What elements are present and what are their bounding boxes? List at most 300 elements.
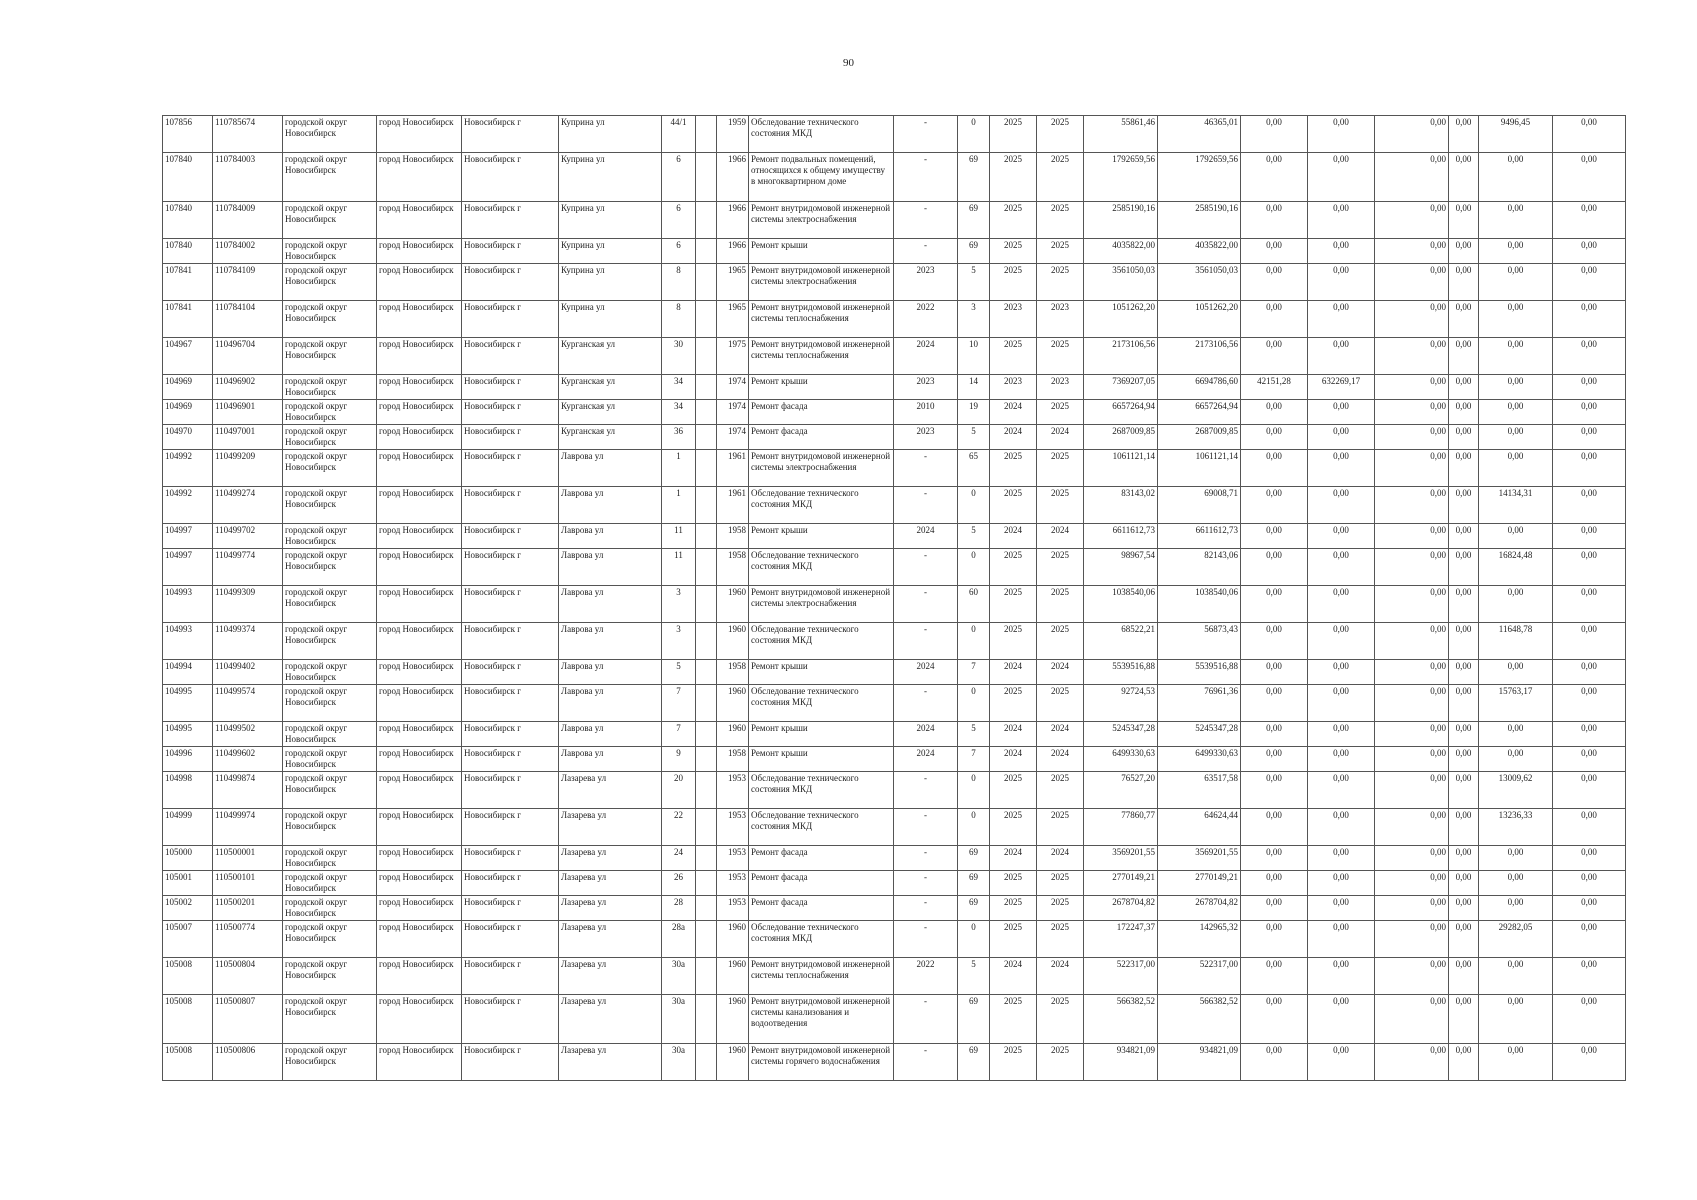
table-row xyxy=(163,747,1626,772)
cell-city: Новосибирск г xyxy=(462,623,559,660)
cell-total-cost: 5539516,88 xyxy=(1084,660,1158,685)
cell-year-built: 1960 xyxy=(717,586,749,623)
cell-owner-funds: 0,00 xyxy=(1479,524,1553,549)
cell-municipality: городской округ Новосибирск xyxy=(283,772,377,809)
cell-street: Куприна ул xyxy=(559,264,662,301)
cell-settlement: город Новосибирск xyxy=(377,921,462,958)
cell-federal-funds: 0,00 xyxy=(1241,524,1308,549)
cell-settlement: город Новосибирск xyxy=(377,586,462,623)
cell-local-funds: 0,00 xyxy=(1375,995,1449,1044)
cell-fund-cost: 1792659,56 xyxy=(1158,153,1241,202)
cell-plan-end-year: 2024 xyxy=(1037,425,1084,450)
cell-extra-funds: 0,00 xyxy=(1553,549,1626,586)
cell-plan-start-year: 2025 xyxy=(990,921,1037,958)
cell-municipality: городской округ Новосибирск xyxy=(283,239,377,264)
cell-building xyxy=(696,375,717,400)
cell-work-type: Ремонт внутридомовой инженерной системы электроснабжения xyxy=(749,202,894,239)
cell-federal-funds: 0,00 xyxy=(1241,722,1308,747)
cell-year-built: 1958 xyxy=(717,747,749,772)
cell-last-repair-year: - xyxy=(894,809,958,846)
cell-year-built: 1953 xyxy=(717,896,749,921)
cell-total-cost: 172247,37 xyxy=(1084,921,1158,958)
cell-settlement: город Новосибирск xyxy=(377,487,462,524)
cell-city: Новосибирск г xyxy=(462,921,559,958)
cell-work-id: 110500774 xyxy=(213,921,283,958)
cell-plan-end-year: 2025 xyxy=(1037,202,1084,239)
cell-federal-funds: 0,00 xyxy=(1241,264,1308,301)
cell-municipality: городской округ Новосибирск xyxy=(283,747,377,772)
page-number: 90 xyxy=(843,57,854,69)
cell-extra-funds: 0,00 xyxy=(1553,660,1626,685)
cell-plan-end-year: 2025 xyxy=(1037,772,1084,809)
cell-house-number: 5 xyxy=(662,660,696,685)
cell-fund-cost: 69008,71 xyxy=(1158,487,1241,524)
cell-house-id: 105008 xyxy=(163,995,213,1044)
cell-settlement: город Новосибирск xyxy=(377,1044,462,1081)
cell-total-cost: 3561050,03 xyxy=(1084,264,1158,301)
cell-work-type: Ремонт крыши xyxy=(749,524,894,549)
cell-owner-funds: 0,00 xyxy=(1479,450,1553,487)
table-row xyxy=(163,1044,1626,1081)
cell-fund-cost: 5539516,88 xyxy=(1158,660,1241,685)
cell-city: Новосибирск г xyxy=(462,153,559,202)
cell-settlement: город Новосибирск xyxy=(377,871,462,896)
cell-city: Новосибирск г xyxy=(462,871,559,896)
cell-house-number: 30а xyxy=(662,1044,696,1081)
cell-settlement: город Новосибирск xyxy=(377,375,462,400)
cell-local-funds: 0,00 xyxy=(1375,202,1449,239)
cell-work-id: 110499402 xyxy=(213,660,283,685)
cell-settlement: город Новосибирск xyxy=(377,685,462,722)
cell-fund-cost: 4035822,00 xyxy=(1158,239,1241,264)
cell-total-cost: 2770149,21 xyxy=(1084,871,1158,896)
cell-house-id: 104997 xyxy=(163,524,213,549)
cell-building xyxy=(696,995,717,1044)
cell-work-type: Обследование технического состояния МКД xyxy=(749,487,894,524)
cell-building xyxy=(696,301,717,338)
cell-house-id: 104993 xyxy=(163,623,213,660)
cell-federal-funds: 0,00 xyxy=(1241,450,1308,487)
cell-owner-funds: 9496,45 xyxy=(1479,116,1553,153)
cell-street: Лазарева ул xyxy=(559,772,662,809)
cell-wear-percent: 0 xyxy=(958,809,990,846)
cell-wear-percent: 14 xyxy=(958,375,990,400)
table-row xyxy=(163,301,1626,338)
cell-last-repair-year: 2010 xyxy=(894,400,958,425)
cell-plan-start-year: 2025 xyxy=(990,264,1037,301)
cell-house-id: 105001 xyxy=(163,871,213,896)
cell-year-built: 1953 xyxy=(717,809,749,846)
cell-other-funds: 0,00 xyxy=(1449,450,1479,487)
cell-other-funds: 0,00 xyxy=(1449,685,1479,722)
cell-last-repair-year: - xyxy=(894,921,958,958)
cell-regional-funds: 0,00 xyxy=(1308,239,1375,264)
cell-municipality: городской округ Новосибирск xyxy=(283,202,377,239)
cell-owner-funds: 0,00 xyxy=(1479,264,1553,301)
cell-settlement: город Новосибирск xyxy=(377,400,462,425)
cell-year-built: 1966 xyxy=(717,202,749,239)
cell-owner-funds: 0,00 xyxy=(1479,722,1553,747)
cell-house-id: 104995 xyxy=(163,722,213,747)
cell-house-number: 6 xyxy=(662,239,696,264)
cell-other-funds: 0,00 xyxy=(1449,425,1479,450)
cell-work-id: 110500807 xyxy=(213,995,283,1044)
cell-owner-funds: 0,00 xyxy=(1479,202,1553,239)
cell-last-repair-year: - xyxy=(894,846,958,871)
cell-plan-end-year: 2025 xyxy=(1037,809,1084,846)
cell-federal-funds: 0,00 xyxy=(1241,921,1308,958)
cell-regional-funds: 0,00 xyxy=(1308,425,1375,450)
cell-local-funds: 0,00 xyxy=(1375,660,1449,685)
cell-extra-funds: 0,00 xyxy=(1553,487,1626,524)
cell-regional-funds: 0,00 xyxy=(1308,896,1375,921)
cell-house-number: 7 xyxy=(662,685,696,722)
cell-owner-funds: 0,00 xyxy=(1479,425,1553,450)
cell-year-built: 1974 xyxy=(717,375,749,400)
cell-regional-funds: 0,00 xyxy=(1308,921,1375,958)
register-body xyxy=(163,116,1626,1081)
cell-other-funds: 0,00 xyxy=(1449,958,1479,995)
cell-work-id: 110499602 xyxy=(213,747,283,772)
cell-extra-funds: 0,00 xyxy=(1553,958,1626,995)
cell-total-cost: 76527,20 xyxy=(1084,772,1158,809)
cell-fund-cost: 3569201,55 xyxy=(1158,846,1241,871)
cell-fund-cost: 2585190,16 xyxy=(1158,202,1241,239)
cell-last-repair-year: 2023 xyxy=(894,375,958,400)
cell-house-id: 104996 xyxy=(163,747,213,772)
cell-work-id: 110784002 xyxy=(213,239,283,264)
cell-plan-end-year: 2025 xyxy=(1037,239,1084,264)
cell-work-type: Обследование технического состояния МКД xyxy=(749,685,894,722)
cell-work-type: Обследование технического состояния МКД xyxy=(749,549,894,586)
cell-house-id: 104994 xyxy=(163,660,213,685)
cell-last-repair-year: - xyxy=(894,772,958,809)
cell-house-id: 107841 xyxy=(163,301,213,338)
cell-total-cost: 5245347,28 xyxy=(1084,722,1158,747)
cell-other-funds: 0,00 xyxy=(1449,153,1479,202)
cell-plan-end-year: 2025 xyxy=(1037,995,1084,1044)
cell-year-built: 1965 xyxy=(717,264,749,301)
cell-municipality: городской округ Новосибирск xyxy=(283,116,377,153)
cell-work-id: 110499702 xyxy=(213,524,283,549)
cell-total-cost: 6611612,73 xyxy=(1084,524,1158,549)
register-table xyxy=(162,115,1626,1081)
cell-house-number: 30а xyxy=(662,958,696,995)
cell-federal-funds: 0,00 xyxy=(1241,623,1308,660)
cell-total-cost: 2687009,85 xyxy=(1084,425,1158,450)
cell-extra-funds: 0,00 xyxy=(1553,1044,1626,1081)
cell-municipality: городской округ Новосибирск xyxy=(283,809,377,846)
cell-local-funds: 0,00 xyxy=(1375,116,1449,153)
cell-other-funds: 0,00 xyxy=(1449,116,1479,153)
cell-house-id: 104995 xyxy=(163,685,213,722)
cell-regional-funds: 0,00 xyxy=(1308,747,1375,772)
cell-wear-percent: 69 xyxy=(958,239,990,264)
cell-other-funds: 0,00 xyxy=(1449,747,1479,772)
cell-work-id: 110499774 xyxy=(213,549,283,586)
cell-last-repair-year: - xyxy=(894,623,958,660)
cell-street: Лазарева ул xyxy=(559,871,662,896)
cell-wear-percent: 69 xyxy=(958,1044,990,1081)
cell-building xyxy=(696,623,717,660)
cell-building xyxy=(696,425,717,450)
cell-plan-end-year: 2025 xyxy=(1037,450,1084,487)
cell-regional-funds: 0,00 xyxy=(1308,995,1375,1044)
cell-total-cost: 6499330,63 xyxy=(1084,747,1158,772)
cell-owner-funds: 13009,62 xyxy=(1479,772,1553,809)
cell-plan-start-year: 2025 xyxy=(990,450,1037,487)
cell-owner-funds: 0,00 xyxy=(1479,660,1553,685)
table-row xyxy=(163,660,1626,685)
cell-total-cost: 566382,52 xyxy=(1084,995,1158,1044)
table-row xyxy=(163,549,1626,586)
cell-city: Новосибирск г xyxy=(462,685,559,722)
cell-other-funds: 0,00 xyxy=(1449,400,1479,425)
cell-building xyxy=(696,871,717,896)
cell-last-repair-year: - xyxy=(894,871,958,896)
cell-house-id: 104969 xyxy=(163,400,213,425)
cell-house-number: 30а xyxy=(662,995,696,1044)
cell-regional-funds: 632269,17 xyxy=(1308,375,1375,400)
cell-work-type: Ремонт фасада xyxy=(749,871,894,896)
cell-total-cost: 7369207,05 xyxy=(1084,375,1158,400)
cell-year-built: 1974 xyxy=(717,400,749,425)
cell-city: Новосибирск г xyxy=(462,202,559,239)
cell-house-id: 107856 xyxy=(163,116,213,153)
cell-federal-funds: 0,00 xyxy=(1241,400,1308,425)
cell-municipality: городской округ Новосибирск xyxy=(283,338,377,375)
cell-house-number: 3 xyxy=(662,623,696,660)
cell-plan-end-year: 2025 xyxy=(1037,400,1084,425)
cell-other-funds: 0,00 xyxy=(1449,549,1479,586)
cell-last-repair-year: 2023 xyxy=(894,264,958,301)
table-row xyxy=(163,685,1626,722)
cell-federal-funds: 0,00 xyxy=(1241,153,1308,202)
cell-municipality: городской округ Новосибирск xyxy=(283,871,377,896)
cell-other-funds: 0,00 xyxy=(1449,202,1479,239)
cell-street: Лазарева ул xyxy=(559,846,662,871)
cell-other-funds: 0,00 xyxy=(1449,660,1479,685)
cell-plan-start-year: 2025 xyxy=(990,623,1037,660)
cell-municipality: городской округ Новосибирск xyxy=(283,586,377,623)
cell-city: Новосибирск г xyxy=(462,450,559,487)
cell-municipality: городской округ Новосибирск xyxy=(283,846,377,871)
cell-year-built: 1958 xyxy=(717,549,749,586)
cell-house-number: 34 xyxy=(662,400,696,425)
cell-house-id: 107840 xyxy=(163,202,213,239)
cell-plan-start-year: 2025 xyxy=(990,1044,1037,1081)
cell-wear-percent: 0 xyxy=(958,116,990,153)
cell-work-type: Обследование технического состояния МКД xyxy=(749,116,894,153)
cell-plan-start-year: 2024 xyxy=(990,425,1037,450)
cell-other-funds: 0,00 xyxy=(1449,846,1479,871)
cell-city: Новосибирск г xyxy=(462,958,559,995)
cell-plan-start-year: 2025 xyxy=(990,487,1037,524)
table-row xyxy=(163,153,1626,202)
cell-plan-start-year: 2025 xyxy=(990,896,1037,921)
cell-total-cost: 92724,53 xyxy=(1084,685,1158,722)
cell-building xyxy=(696,809,717,846)
cell-wear-percent: 5 xyxy=(958,958,990,995)
cell-plan-start-year: 2025 xyxy=(990,116,1037,153)
cell-work-type: Ремонт крыши xyxy=(749,722,894,747)
cell-federal-funds: 0,00 xyxy=(1241,685,1308,722)
cell-wear-percent: 69 xyxy=(958,202,990,239)
cell-city: Новосибирск г xyxy=(462,301,559,338)
cell-total-cost: 68522,21 xyxy=(1084,623,1158,660)
cell-house-number: 30 xyxy=(662,338,696,375)
cell-work-type: Ремонт фасада xyxy=(749,400,894,425)
cell-street: Лаврова ул xyxy=(559,524,662,549)
table-row xyxy=(163,995,1626,1044)
cell-house-number: 3 xyxy=(662,586,696,623)
cell-total-cost: 1051262,20 xyxy=(1084,301,1158,338)
cell-other-funds: 0,00 xyxy=(1449,995,1479,1044)
cell-settlement: город Новосибирск xyxy=(377,301,462,338)
cell-wear-percent: 5 xyxy=(958,524,990,549)
cell-street: Лазарева ул xyxy=(559,958,662,995)
table-row xyxy=(163,846,1626,871)
cell-city: Новосибирск г xyxy=(462,660,559,685)
cell-wear-percent: 7 xyxy=(958,660,990,685)
cell-work-id: 110499309 xyxy=(213,586,283,623)
cell-building xyxy=(696,1044,717,1081)
cell-other-funds: 0,00 xyxy=(1449,301,1479,338)
cell-plan-start-year: 2024 xyxy=(990,400,1037,425)
table-row xyxy=(163,722,1626,747)
cell-federal-funds: 0,00 xyxy=(1241,772,1308,809)
cell-house-number: 36 xyxy=(662,425,696,450)
cell-house-id: 104993 xyxy=(163,586,213,623)
cell-house-id: 105008 xyxy=(163,958,213,995)
cell-building xyxy=(696,685,717,722)
cell-city: Новосибирск г xyxy=(462,586,559,623)
cell-work-id: 110496901 xyxy=(213,400,283,425)
cell-federal-funds: 0,00 xyxy=(1241,747,1308,772)
cell-work-id: 110499209 xyxy=(213,450,283,487)
cell-regional-funds: 0,00 xyxy=(1308,586,1375,623)
cell-building xyxy=(696,153,717,202)
cell-plan-end-year: 2023 xyxy=(1037,301,1084,338)
cell-work-type: Ремонт фасада xyxy=(749,425,894,450)
cell-street: Лазарева ул xyxy=(559,1044,662,1081)
cell-regional-funds: 0,00 xyxy=(1308,338,1375,375)
cell-local-funds: 0,00 xyxy=(1375,338,1449,375)
cell-total-cost: 55861,46 xyxy=(1084,116,1158,153)
cell-federal-funds: 0,00 xyxy=(1241,846,1308,871)
cell-building xyxy=(696,958,717,995)
cell-street: Лаврова ул xyxy=(559,549,662,586)
cell-regional-funds: 0,00 xyxy=(1308,871,1375,896)
cell-house-id: 107841 xyxy=(163,264,213,301)
cell-fund-cost: 2173106,56 xyxy=(1158,338,1241,375)
cell-house-number: 11 xyxy=(662,524,696,549)
cell-plan-start-year: 2025 xyxy=(990,772,1037,809)
cell-plan-start-year: 2023 xyxy=(990,375,1037,400)
cell-owner-funds: 14134,31 xyxy=(1479,487,1553,524)
cell-street: Куприна ул xyxy=(559,153,662,202)
cell-fund-cost: 3561050,03 xyxy=(1158,264,1241,301)
cell-other-funds: 0,00 xyxy=(1449,586,1479,623)
cell-fund-cost: 82143,06 xyxy=(1158,549,1241,586)
cell-last-repair-year: 2023 xyxy=(894,425,958,450)
cell-extra-funds: 0,00 xyxy=(1553,425,1626,450)
cell-street: Лазарева ул xyxy=(559,995,662,1044)
cell-owner-funds: 0,00 xyxy=(1479,747,1553,772)
cell-fund-cost: 6657264,94 xyxy=(1158,400,1241,425)
cell-municipality: городской округ Новосибирск xyxy=(283,1044,377,1081)
cell-city: Новосибирск г xyxy=(462,896,559,921)
cell-regional-funds: 0,00 xyxy=(1308,301,1375,338)
cell-house-id: 107840 xyxy=(163,239,213,264)
cell-other-funds: 0,00 xyxy=(1449,896,1479,921)
cell-extra-funds: 0,00 xyxy=(1553,772,1626,809)
cell-extra-funds: 0,00 xyxy=(1553,338,1626,375)
cell-extra-funds: 0,00 xyxy=(1553,116,1626,153)
cell-plan-start-year: 2025 xyxy=(990,549,1037,586)
cell-extra-funds: 0,00 xyxy=(1553,747,1626,772)
cell-plan-start-year: 2025 xyxy=(990,586,1037,623)
cell-house-id: 104967 xyxy=(163,338,213,375)
cell-last-repair-year: - xyxy=(894,153,958,202)
table-row xyxy=(163,425,1626,450)
cell-house-number: 11 xyxy=(662,549,696,586)
cell-local-funds: 0,00 xyxy=(1375,153,1449,202)
cell-local-funds: 0,00 xyxy=(1375,871,1449,896)
cell-owner-funds: 0,00 xyxy=(1479,375,1553,400)
cell-wear-percent: 69 xyxy=(958,871,990,896)
cell-work-id: 110500101 xyxy=(213,871,283,896)
cell-work-type: Ремонт внутридомовой инженерной системы электроснабжения xyxy=(749,586,894,623)
cell-work-type: Ремонт фасада xyxy=(749,846,894,871)
cell-last-repair-year: - xyxy=(894,549,958,586)
cell-house-number: 6 xyxy=(662,153,696,202)
cell-regional-funds: 0,00 xyxy=(1308,524,1375,549)
cell-work-type: Ремонт подвальных помещений, относящихся к общему имуществу в многоквартирном доме xyxy=(749,153,894,202)
cell-house-id: 104970 xyxy=(163,425,213,450)
cell-building xyxy=(696,400,717,425)
cell-settlement: город Новосибирск xyxy=(377,722,462,747)
cell-local-funds: 0,00 xyxy=(1375,524,1449,549)
cell-plan-start-year: 2025 xyxy=(990,239,1037,264)
cell-extra-funds: 0,00 xyxy=(1553,871,1626,896)
cell-plan-end-year: 2024 xyxy=(1037,747,1084,772)
cell-plan-end-year: 2024 xyxy=(1037,846,1084,871)
table-row xyxy=(163,264,1626,301)
cell-street: Лаврова ул xyxy=(559,722,662,747)
cell-street: Курганская ул xyxy=(559,400,662,425)
cell-house-id: 105000 xyxy=(163,846,213,871)
cell-building xyxy=(696,549,717,586)
cell-regional-funds: 0,00 xyxy=(1308,153,1375,202)
table-row xyxy=(163,586,1626,623)
cell-fund-cost: 46365,01 xyxy=(1158,116,1241,153)
cell-municipality: городской округ Новосибирск xyxy=(283,921,377,958)
cell-other-funds: 0,00 xyxy=(1449,375,1479,400)
cell-work-type: Ремонт внутридомовой инженерной системы электроснабжения xyxy=(749,264,894,301)
cell-work-id: 110784104 xyxy=(213,301,283,338)
cell-fund-cost: 522317,00 xyxy=(1158,958,1241,995)
cell-last-repair-year: 2024 xyxy=(894,722,958,747)
cell-street: Куприна ул xyxy=(559,301,662,338)
cell-work-id: 110499874 xyxy=(213,772,283,809)
table-row xyxy=(163,524,1626,549)
cell-fund-cost: 142965,32 xyxy=(1158,921,1241,958)
cell-street: Лаврова ул xyxy=(559,586,662,623)
cell-plan-end-year: 2025 xyxy=(1037,586,1084,623)
cell-house-number: 8 xyxy=(662,264,696,301)
table-row xyxy=(163,487,1626,524)
